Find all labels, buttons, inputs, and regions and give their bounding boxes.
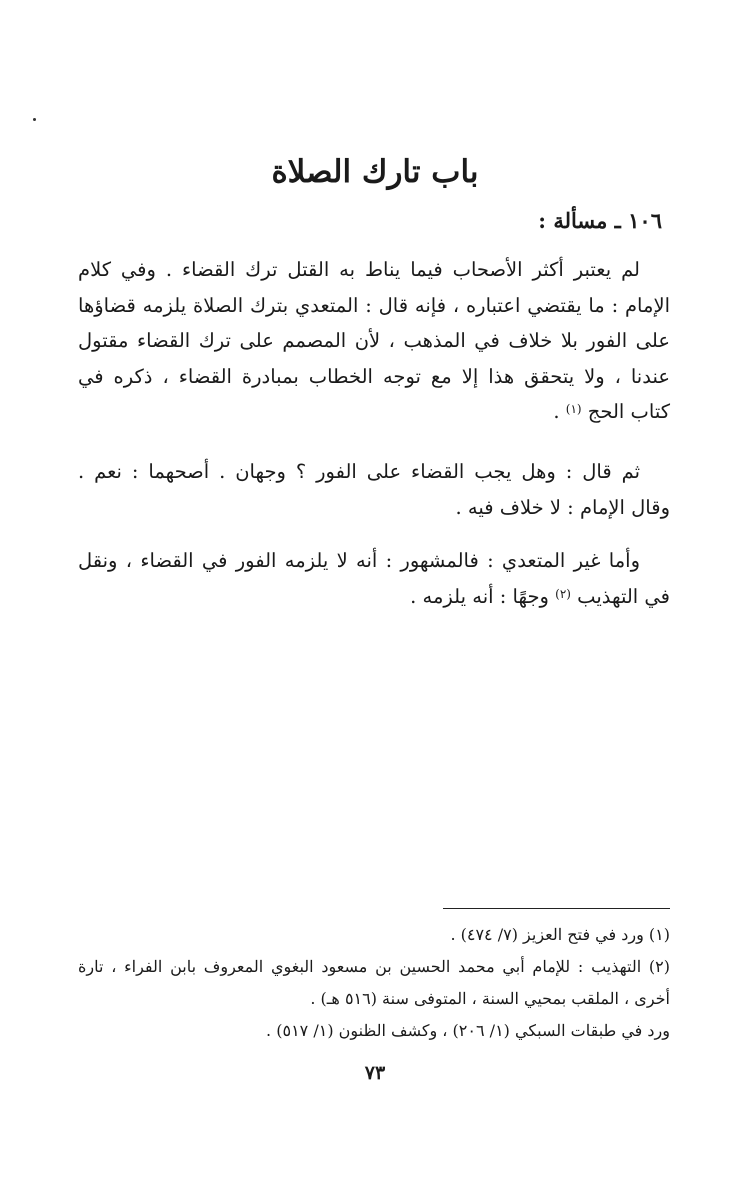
text-line: عندنا ، ولا يتحقق هذا إلا مع توجه الخطاب بمبادرة القضاء ، ذكره في <box>78 364 670 388</box>
text-line <box>78 579 670 615</box>
footnote-ref-2[interactable]: (٢) <box>555 586 571 601</box>
footnote-2-sources: ورد في طبقات السبكي (١/ ٢٠٦) ، وكشف الظنون (١/ ٥١٧) . <box>266 1021 670 1040</box>
text-line: ثم قال : وهل يجب القضاء على الفور ؟ وجهان . أصحهما : نعم . <box>78 460 640 483</box>
text-line: على الفور بلا خلاف في المذهب ، لأن المصمم على ترك القضاء مقتول <box>78 329 670 352</box>
text-line <box>78 394 670 430</box>
footnote-1: (١) ورد في فتح العزيز (٧/ ٤٧٤) . <box>450 925 670 944</box>
text-fragment: كتاب الحج <box>587 400 670 423</box>
text-line: لم يعتبر أكثر الأصحاب فيما يناط به القتل ترك القضاء . وفي كلام <box>78 258 640 281</box>
text-fragment: في التهذيب <box>577 584 670 608</box>
footnote-2: (٢) التهذيب : للإمام أبي محمد الحسين بن مسعود البغوي المعروف بابن الفراء ، تارة <box>78 957 670 976</box>
issue-heading: ١٠٦ ـ مسألة : <box>538 208 662 233</box>
paragraph-3 <box>78 543 670 614</box>
text-fragment: . <box>553 400 566 423</box>
paragraph-1 <box>78 252 670 430</box>
footnote-separator <box>443 908 670 909</box>
footnote-2-continued: أخرى ، الملقب بمحيي السنة ، المتوفى سنة (٥١٦ هـ) . <box>310 989 670 1008</box>
text-line: الإمام : ما يقتضي اعتباره ، فإنه قال : المتعدي بترك الصلاة يلزمه قضاؤها <box>78 293 670 317</box>
chapter-title: باب تارك الصلاة <box>271 154 479 190</box>
page-number: ٧٣ <box>364 1062 386 1084</box>
text-line: وأما غير المتعدي : فالمشهور : أنه لا يلزمه الفور في القضاء ، ونقل <box>78 549 640 572</box>
paragraph-2 <box>78 454 670 525</box>
footnotes <box>78 919 670 1047</box>
text-line: وقال الإمام : لا خلاف فيه . <box>455 495 670 519</box>
text-fragment: وجهًا : أنه يلزمه . <box>410 584 556 608</box>
footnote-ref-1[interactable]: (١) <box>565 402 582 416</box>
scan-speck <box>33 118 36 121</box>
